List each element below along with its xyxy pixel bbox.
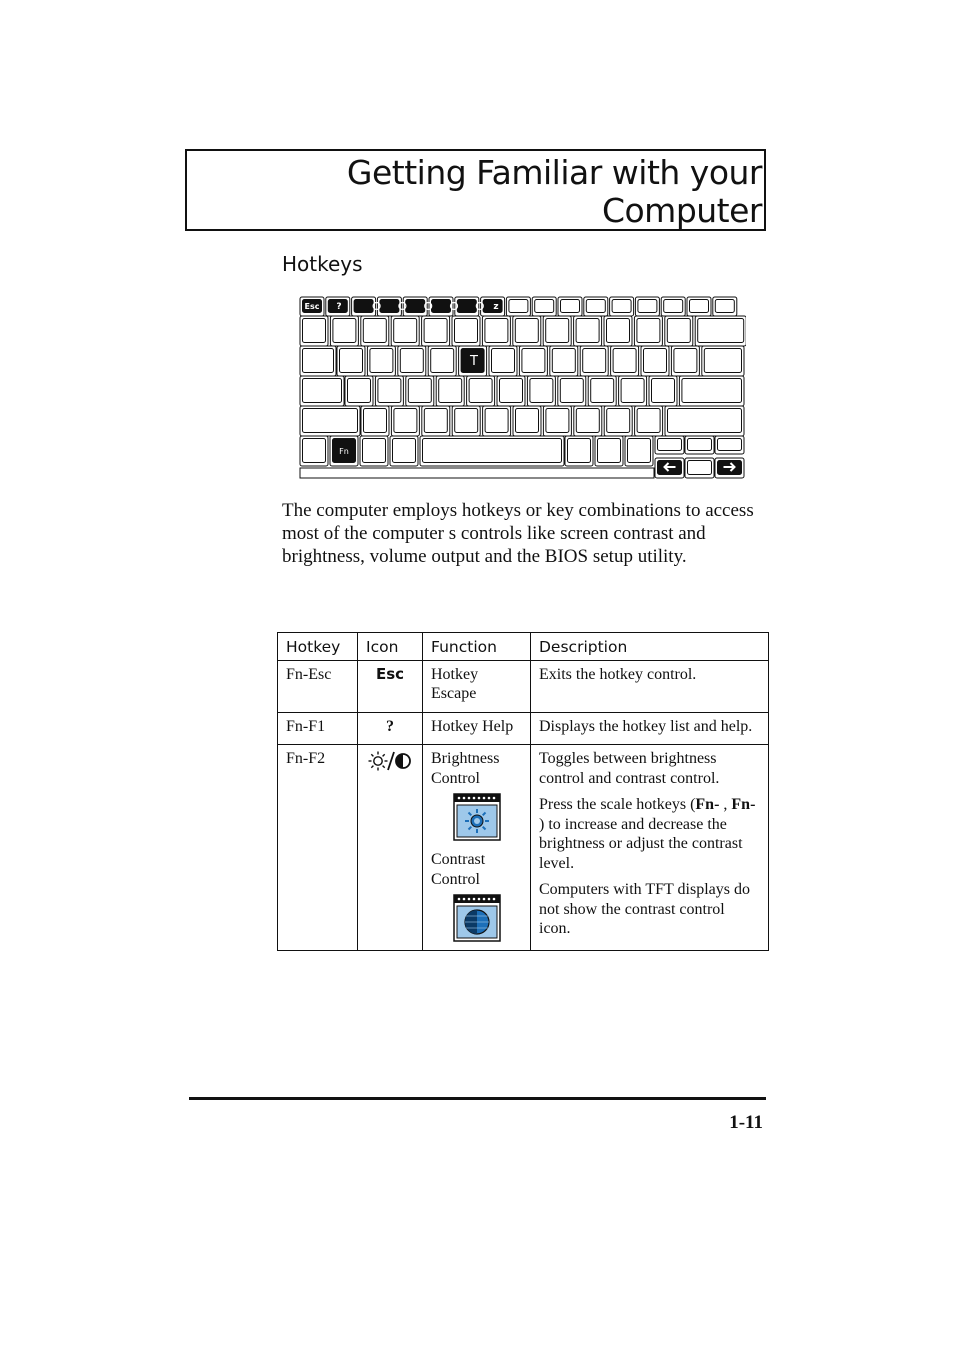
header-function: Function	[423, 633, 531, 661]
function-key-cap	[406, 300, 425, 313]
function-key-cap	[612, 300, 631, 313]
number-key-cap	[394, 319, 417, 343]
letter-key-cap	[674, 349, 697, 373]
fn-key-label: Fn-	[731, 796, 756, 813]
brightness-control-label: Brightness Control	[431, 750, 500, 787]
number-key-cap	[576, 319, 599, 343]
description-cell	[531, 745, 769, 951]
keyboard-front-edge	[300, 468, 654, 478]
footer-rule	[189, 1097, 766, 1100]
letter-key-cap	[607, 409, 630, 433]
alt-gr-key-cap	[568, 439, 591, 463]
header-icon: Icon	[358, 633, 423, 661]
chapter-title-box	[185, 149, 766, 231]
backslash-key-cap	[704, 349, 741, 373]
left-shift-key-cap	[303, 409, 358, 433]
icon-cell	[358, 712, 423, 745]
function-key-cap	[715, 300, 734, 313]
letter-key-cap	[364, 409, 387, 433]
ctrl-right-key-cap	[628, 439, 651, 463]
letter-key-cap	[576, 409, 599, 433]
alt-key-cap	[393, 439, 416, 463]
description-paragraph-3: Computers with TFT displays do not show the contrast control icon.	[539, 881, 750, 937]
function-cell: Hotkey Escape	[423, 660, 531, 712]
letter-key-cap	[378, 379, 401, 403]
function-key-cap	[354, 300, 373, 313]
fn-key-label: Fn-	[695, 796, 720, 813]
letter-key-cap	[552, 349, 575, 373]
arrow-cluster-key-cap	[658, 439, 682, 451]
hotkey-cell: Fn-Esc	[278, 660, 358, 712]
number-key-cap	[515, 319, 538, 343]
brightness-contrast-icon	[368, 750, 412, 772]
icon-cell	[358, 660, 423, 712]
letter-key-cap	[546, 409, 569, 433]
number-key-cap	[333, 319, 356, 343]
table-header-row	[278, 633, 769, 661]
enter-key-cap	[682, 379, 742, 403]
letter-key-cap	[530, 379, 553, 403]
letter-key-cap	[492, 349, 515, 373]
hotkey-cell: Fn-F1	[278, 712, 358, 745]
arrow-cluster-key-cap	[718, 439, 742, 451]
number-key-cap	[303, 319, 326, 343]
letter-key-cap	[455, 409, 478, 433]
letter-key-cap	[583, 349, 606, 373]
number-key-cap	[607, 319, 630, 343]
arrow-up-key-cap	[688, 439, 712, 451]
right-shift-key-cap	[668, 409, 742, 433]
number-key-cap	[546, 319, 569, 343]
section-title: Hotkeys	[282, 252, 363, 276]
chapter-title-line-2: Computer	[601, 191, 762, 230]
letter-key-cap	[522, 349, 545, 373]
desc-text: ,	[719, 796, 732, 813]
contrast-control-label: Contrast Control	[431, 851, 486, 888]
key-label-t: T	[470, 354, 478, 369]
tab-key-cap	[303, 349, 334, 373]
letter-key-cap	[439, 379, 462, 403]
menu-key-cap	[598, 439, 621, 463]
desc-text: ) to increase and decrease the brightness or adjust the contrast level.	[539, 815, 743, 872]
keyboard-keys	[300, 297, 746, 478]
backspace-key-cap	[698, 319, 744, 343]
keyboard-illustration	[298, 295, 746, 481]
page-number: 1-11	[729, 1112, 763, 1133]
desc-text: Press the scale hotkeys (	[539, 796, 696, 813]
function-key-cap	[586, 300, 605, 313]
esc-icon: Esc	[375, 664, 405, 683]
letter-key-cap	[637, 409, 660, 433]
windows-key-cap	[363, 439, 386, 463]
header-description: Description	[531, 633, 769, 661]
letter-key-cap	[370, 349, 393, 373]
number-key-cap	[455, 319, 478, 343]
intro-paragraph: The computer employs hotkeys or key combinations to access most of the computer s controls like screen contrast and brightness, volume output and the BIOS setup utility.	[282, 500, 754, 567]
letter-key-cap	[400, 349, 423, 373]
key-label-help: ?	[336, 302, 342, 312]
number-key-cap	[667, 319, 690, 343]
header-hotkey: Hotkey	[278, 633, 358, 661]
number-key-cap	[424, 319, 447, 343]
function-cell	[423, 745, 531, 951]
number-key-cap	[485, 319, 508, 343]
letter-key-cap	[652, 379, 675, 403]
chapter-title-line-1: Getting Familiar with your	[346, 153, 762, 192]
ctrl-key-cap	[303, 439, 326, 463]
description-paragraph-1: Toggles between brightness control and contrast control.	[539, 750, 720, 787]
letter-key-cap	[516, 409, 539, 433]
key-label-fn: Fn	[339, 447, 349, 456]
arrow-down-key-cap	[688, 461, 712, 475]
letter-key-cap	[340, 349, 363, 373]
description-cell: Exits the hotkey control.	[531, 660, 769, 712]
function-key-cap	[509, 300, 528, 313]
table-row	[278, 660, 769, 712]
letter-key-cap	[348, 379, 371, 403]
table-row	[278, 745, 769, 951]
function-key-cap	[664, 300, 683, 313]
letter-key-cap	[500, 379, 523, 403]
hotkey-cell: Fn-F2	[278, 745, 358, 951]
letter-key-cap	[408, 379, 431, 403]
caps-lock-key-cap	[303, 379, 342, 403]
description-cell: Displays the hotkey list and help.	[531, 712, 769, 745]
help-icon: ?	[386, 717, 394, 735]
key-label-sleep: z	[493, 302, 499, 312]
function-key-cap	[561, 300, 580, 313]
space-key-cap	[423, 439, 562, 463]
key-label-esc: Esc	[304, 302, 320, 311]
icon-cell	[358, 745, 423, 951]
letter-key-cap	[621, 379, 644, 403]
hotkey-table	[277, 632, 769, 951]
letter-key-cap	[644, 349, 667, 373]
function-key-cap	[690, 300, 709, 313]
number-key-cap	[363, 319, 386, 343]
letter-key-cap	[394, 409, 417, 433]
function-key-cap	[432, 300, 451, 313]
letter-key-cap	[431, 349, 454, 373]
letter-key-cap	[424, 409, 447, 433]
letter-key-cap	[591, 379, 614, 403]
number-key-cap	[637, 319, 660, 343]
function-key-cap	[380, 300, 399, 313]
brightness-control-icon	[453, 793, 501, 841]
function-key-cap	[638, 300, 657, 313]
letter-key-cap	[485, 409, 508, 433]
function-cell: Hotkey Help	[423, 712, 531, 745]
function-key-cap	[535, 300, 554, 313]
description-paragraph-2	[539, 795, 760, 873]
table-row	[278, 712, 769, 745]
contrast-control-icon	[453, 894, 501, 942]
letter-key-cap	[469, 379, 492, 403]
function-key-cap	[457, 300, 476, 313]
letter-key-cap	[560, 379, 583, 403]
letter-key-cap	[613, 349, 636, 373]
